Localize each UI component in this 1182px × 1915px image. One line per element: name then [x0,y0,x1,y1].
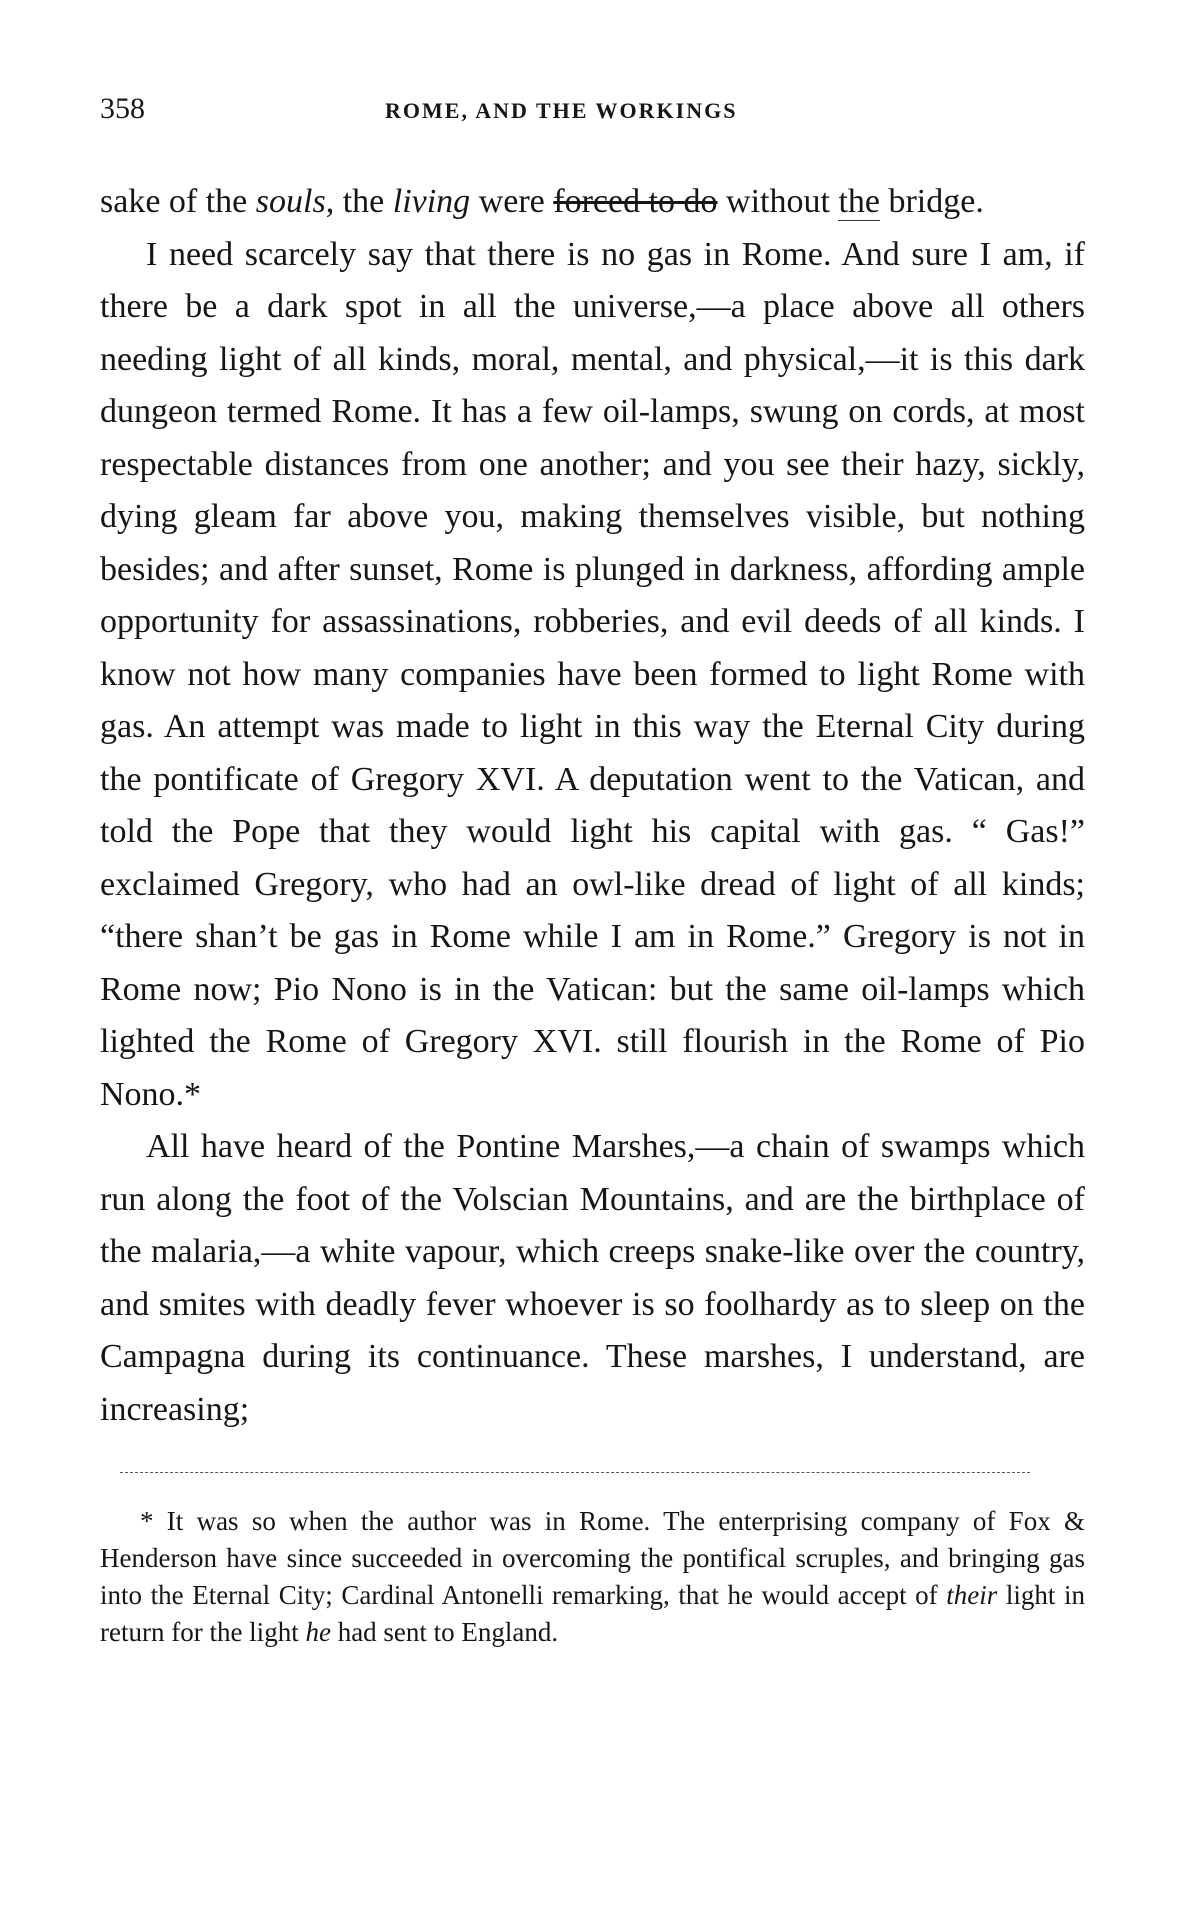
italic-souls: souls [255,183,326,220]
book-page [100,92,1085,1651]
body-text [100,176,1085,1436]
footnote: * It was so when the author was in Rome. The enterprising company of Fox & Henderson have since succeeded in overcoming the pontifical scruples, and bringing gas into the Eternal City; Cardinal Antonelli remarking, that he would accept of their light in return for the light he had sent to England. [100,1506,1085,1647]
paragraph-3: All have heard of the Pontine Marshes,—a chain of swamps which run along the foot of the Volscian Mountains, and are the birthplace of the malaria,—a white vapour, which creeps snake-like over the country, and smites with deadly fever whoever is so foolhardy as to sleep on the Campagna during its continuance. These marshes, I understand, are increasing; [100,1128,1085,1428]
italic-their: their [946,1580,998,1610]
italic-he: he [305,1617,331,1647]
paragraph-2: I need scarcely say that there is no gas in Rome. And sure I am, if there be a dark spot in all the universe,—a place above all others needing light of all kinds, moral, mental, and physical,—it is this dark dungeon termed Rome. It has a few oil-lamps, swung on cords, at most respectable distances from one another; and you see their hazy, sickly, dying gleam far above you, making themselves visible, but nothing besides; and after sunset, Rome is plunged in darkness, affording ample opportunity for assassinations, robberies, and evil deeds of all kinds. I know not how many companies have been formed to light Rome with gas. An attempt was made to light in this way the Eternal City during the pontificate of Gregory XVI. A deputation went to the Vatican, and told the Pope that they would light his capital with gas. “ Gas!” exclaimed Gregory, who had an owl-like dread of light of all kinds; “there shan’t be gas in Rome while I am in Rome.” Gregory is not in Rome now; Pio Nono is in the Vatican: but the same oil-lamps which lighted the Rome of Gregory XVI. still flourish in the Rome of Pio Nono.* [100,235,1085,1113]
italic-living: living [392,183,471,220]
paragraph-1: sake of the souls, the living were forced to do without the bridge. [100,183,984,220]
page-number: 358 [100,92,145,125]
running-head: ROME, AND THE WORKINGS [385,98,738,123]
struck-text: forced to do [553,183,718,220]
page-header [100,92,1085,132]
marked-word: the [838,183,880,220]
footnote-divider [120,1472,1030,1473]
